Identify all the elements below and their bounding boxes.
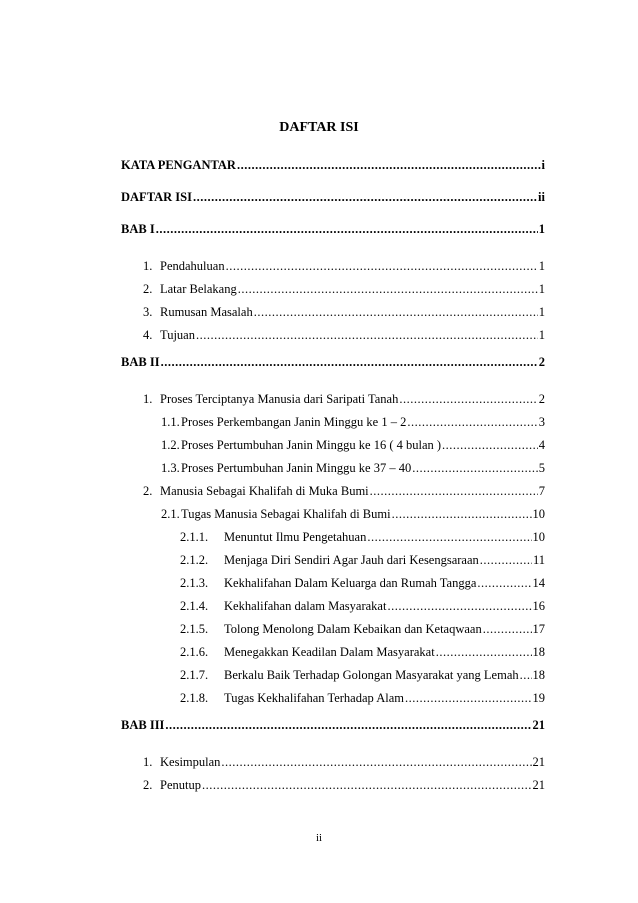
toc-entry-label: Tujuan	[160, 328, 195, 342]
toc-entry	[161, 414, 545, 430]
toc-dot-leader	[520, 667, 532, 683]
toc-entry-page-number: 11	[532, 553, 545, 567]
toc-entry-label: Menuntut Ilmu Pengetahuan	[224, 530, 367, 544]
toc-entry-page-number: 1	[538, 259, 545, 273]
page-title: DAFTAR ISI	[279, 120, 359, 135]
toc-dot-leader	[161, 354, 538, 370]
toc-entry-page-number: i	[541, 158, 545, 172]
toc-entry-number: 2.	[143, 282, 153, 296]
toc-entry-number: 2.1.1.	[180, 530, 209, 544]
toc-entry-number: 2.	[143, 778, 153, 792]
toc-dot-leader	[477, 575, 531, 591]
toc-entry-label: BAB I	[121, 222, 155, 236]
toc-dot-leader	[407, 414, 537, 430]
toc-chapter-entry	[121, 221, 545, 237]
toc-entry-page-number: 10	[532, 530, 545, 544]
toc-entry-number: 1.2.	[161, 438, 180, 452]
toc-chapter-entry	[121, 157, 545, 173]
toc-dot-leader	[226, 258, 538, 274]
toc-entry	[180, 690, 545, 706]
toc-entry-label: Penutup	[160, 778, 201, 792]
toc-entry-number: 1.1.	[161, 415, 180, 429]
toc-entry-label: Manusia Sebagai Khalifah di Muka Bumi	[160, 484, 369, 498]
toc-dot-leader	[370, 483, 538, 499]
toc-entry	[180, 575, 545, 591]
toc-entry-label: Kekhalifahan dalam Masyarakat	[224, 599, 387, 613]
toc-entry-page-number: 5	[538, 461, 545, 475]
toc-entry-number: 3.	[143, 305, 153, 319]
toc-entry-page-number: 21	[532, 755, 545, 769]
toc-entry-label: Proses Pertumbuhan Janin Minggu ke 16 ( 4 bulan )	[181, 438, 442, 452]
toc-chapter-entry	[121, 717, 545, 733]
toc-entry	[180, 667, 545, 683]
toc-entry-number: 2.1.8.	[180, 691, 209, 705]
toc-entry-label: BAB II	[121, 355, 160, 369]
toc-entry-page-number: 1	[538, 328, 545, 342]
toc-entry	[180, 529, 545, 545]
toc-entry	[180, 598, 545, 614]
toc-entry-page-number: 21	[532, 778, 545, 792]
toc-entry-label: Kesimpulan	[160, 755, 221, 769]
toc-entry-page-number: 2	[538, 392, 545, 406]
toc-entry	[143, 483, 545, 499]
toc-dot-leader	[436, 644, 532, 660]
toc-dot-leader	[483, 621, 532, 637]
toc-entry	[143, 777, 545, 793]
toc-entry	[143, 304, 545, 320]
toc-entry-label: Tugas Manusia Sebagai Khalifah di Bumi	[181, 507, 391, 521]
toc-entry	[161, 460, 545, 476]
toc-entry-number: 2.1.	[161, 507, 180, 521]
toc-entry-number: 2.1.2.	[180, 553, 209, 567]
toc-dot-leader	[221, 754, 531, 770]
page-number-footer: ii	[315, 832, 323, 844]
toc-entry	[180, 621, 545, 637]
toc-entry	[180, 552, 545, 568]
toc-entry-number: 2.1.5.	[180, 622, 209, 636]
toc-entry-page-number: 19	[532, 691, 545, 705]
toc-entry-page-number: 7	[538, 484, 545, 498]
toc-entry-page-number: 17	[532, 622, 545, 636]
toc-entry-page-number: 1	[538, 222, 545, 236]
toc-dot-leader	[196, 327, 538, 343]
toc-entry-label: Proses Perkembangan Janin Minggu ke 1 – 2	[181, 415, 407, 429]
toc-entry-page-number: 4	[538, 438, 545, 452]
toc-entry-label: Tolong Menolong Dalam Kebaikan dan Ketaqwaan	[224, 622, 482, 636]
toc-entry	[143, 281, 545, 297]
toc-entry-number: 2.	[143, 484, 153, 498]
toc-chapter-entry	[121, 354, 545, 370]
toc-entry-page-number: 18	[532, 668, 545, 682]
toc-entry-label: Latar Belakang	[160, 282, 237, 296]
toc-entry-page-number: 3	[538, 415, 545, 429]
toc-entry-page-number: 21	[532, 718, 545, 732]
toc-entry-label: BAB III	[121, 718, 165, 732]
toc-entry-number: 2.1.7.	[180, 668, 209, 682]
toc-entry-label: Tugas Kekhalifahan Terhadap Alam	[224, 691, 404, 705]
toc-dot-leader	[442, 437, 538, 453]
toc-entry-label: DAFTAR ISI	[121, 190, 192, 204]
toc-dot-leader	[193, 189, 537, 205]
toc-entry	[143, 327, 545, 343]
toc-entry-label: Proses Terciptanya Manusia dari Saripati Tanah	[160, 392, 399, 406]
toc-dot-leader	[399, 391, 537, 407]
toc-entry-page-number: 18	[532, 645, 545, 659]
toc-entry	[180, 644, 545, 660]
toc-entry-number: 1.	[143, 755, 153, 769]
toc-entry	[143, 754, 545, 770]
toc-entry-page-number: 1	[538, 305, 545, 319]
toc-entry	[161, 437, 545, 453]
toc-dot-leader	[237, 157, 541, 173]
toc-entry-page-number: 1	[538, 282, 545, 296]
toc-entry-label: Kekhalifahan Dalam Keluarga dan Rumah Tangga	[224, 576, 477, 590]
toc-entry-number: 4.	[143, 328, 153, 342]
toc-dot-leader	[156, 221, 538, 237]
toc-entry-label: Proses Pertumbuhan Janin Minggu ke 37 – 40	[181, 461, 412, 475]
toc-dot-leader	[254, 304, 538, 320]
toc-entry	[143, 258, 545, 274]
toc-chapter-entry	[121, 189, 545, 205]
toc-dot-leader	[238, 281, 538, 297]
toc-entry-number: 2.1.3.	[180, 576, 209, 590]
toc-entry-number: 2.1.6.	[180, 645, 209, 659]
toc-dot-leader	[392, 506, 532, 522]
toc-entry-page-number: 16	[532, 599, 545, 613]
toc-dot-leader	[387, 598, 531, 614]
toc-dot-leader	[202, 777, 532, 793]
toc-entry-label: KATA PENGANTAR	[121, 158, 236, 172]
toc-entry-number: 1.	[143, 259, 153, 273]
toc-entry	[161, 506, 545, 522]
toc-entry-number: 1.	[143, 392, 153, 406]
toc-entry-label: Menegakkan Keadilan Dalam Masyarakat	[224, 645, 435, 659]
toc-entry-page-number: 2	[538, 355, 545, 369]
toc-dot-leader	[405, 690, 532, 706]
toc-entry-page-number: 14	[532, 576, 545, 590]
toc-entry-number: 2.1.4.	[180, 599, 209, 613]
toc-entry-label: Berkalu Baik Terhadap Golongan Masyarakat yang Lemah	[224, 668, 519, 682]
toc-entry-label: Menjaga Diri Sendiri Agar Jauh dari Kesengsaraan	[224, 553, 479, 567]
toc-dot-leader	[367, 529, 531, 545]
toc-dot-leader	[165, 717, 531, 733]
toc-dot-leader	[412, 460, 538, 476]
toc-entry-number: 1.3.	[161, 461, 180, 475]
toc-entry-page-number: 10	[532, 507, 545, 521]
toc-entry	[143, 391, 545, 407]
toc-entry-page-number: ii	[538, 190, 545, 204]
toc-dot-leader	[480, 552, 532, 568]
toc-entry-label: Pendahuluan	[160, 259, 225, 273]
toc-entry-label: Rumusan Masalah	[160, 305, 253, 319]
